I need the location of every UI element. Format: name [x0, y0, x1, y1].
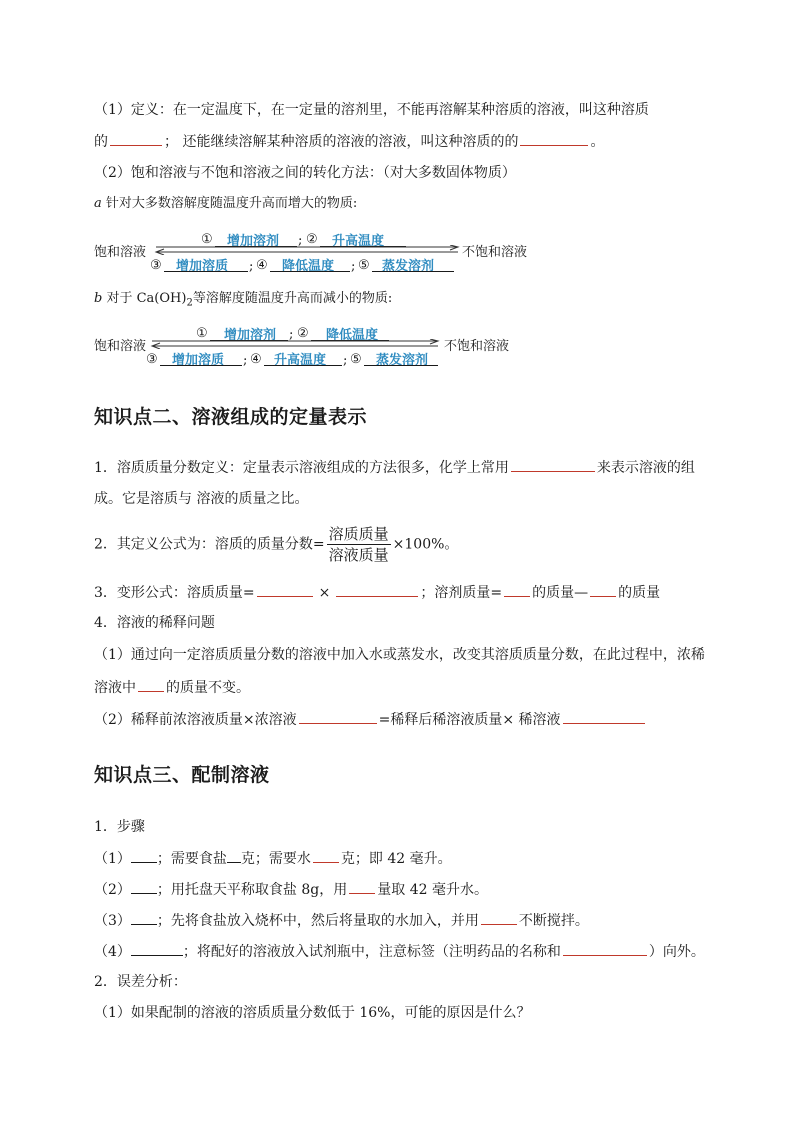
- saturated-solution-blank[interactable]: [110, 131, 162, 146]
- step-2: （2） ；用托盘天平称取食盐 8g，用 量取 42 毫升水。: [94, 879, 488, 900]
- saturated-label: 饱和溶液: [94, 245, 147, 260]
- formula-fraction: $\frac{\text{溶质质量}}{\text{溶液质量}}$: [328, 525, 389, 564]
- dilution-line-1: （1）通过向一定溶质质量分数的溶液中加入水或蒸发水，改变其溶质质量分数，在此过程中，浓稀: [94, 647, 705, 663]
- section-heading-3: 知识点三、配制溶液: [94, 764, 270, 786]
- answer-lower-temperature: 降低温度: [326, 328, 379, 343]
- step-3-blank[interactable]: [131, 910, 157, 925]
- formula-line: 2．其定义公式为：溶质的质量分数= $\frac{\text{溶质质量}}{\text{溶液质量}}$ ×100%。: [94, 525, 459, 564]
- dilution-title: 4．溶液的稀释问题: [94, 615, 215, 631]
- step-2-blank[interactable]: [131, 879, 157, 894]
- solution-blank[interactable]: [504, 582, 530, 597]
- measuring-tool-blank[interactable]: [349, 879, 375, 894]
- step-1: （1） ；需要食盐 克；需要水 克；即 42 毫升。: [94, 848, 452, 869]
- steps-title: 1．步骤: [94, 819, 145, 835]
- answer-raise-temperature: 升高温度: [274, 353, 327, 368]
- answer-add-solvent: 增加溶剂: [227, 234, 280, 249]
- dilute-fraction-blank[interactable]: [563, 709, 645, 724]
- solution-mass-blank[interactable]: [257, 582, 313, 597]
- saturated-label: 饱和溶液: [94, 339, 147, 354]
- answer-add-solute: 增加溶质: [176, 259, 229, 274]
- answer-evaporate-solvent: 蒸发溶剂: [376, 353, 429, 368]
- definition-line-2: 的 ； 还能继续溶解某种溶质的溶液的溶液，叫这种溶质的的 。: [94, 131, 604, 152]
- two-way-arrow: [150, 245, 464, 255]
- step-4-blank[interactable]: [131, 941, 183, 956]
- answer-evaporate-solvent: 蒸发溶剂: [382, 259, 435, 274]
- label-content-blank[interactable]: [563, 941, 647, 956]
- mass-fraction-definition-cont: 成。它是溶质与 溶液的质量之比。: [94, 491, 309, 507]
- stirring-tool-blank[interactable]: [481, 910, 517, 925]
- unsaturated-label: 不饱和溶液: [444, 339, 510, 354]
- salt-grams-blank[interactable]: [227, 848, 241, 863]
- answer-raise-temperature: 升高温度: [332, 234, 385, 249]
- solute-blank[interactable]: [590, 582, 616, 597]
- unchanged-solute-blank[interactable]: [138, 677, 164, 692]
- dilution-line-2: 溶液中 的质量不变。: [94, 677, 250, 698]
- water-grams-blank[interactable]: [313, 848, 339, 863]
- step-1-blank[interactable]: [131, 848, 157, 863]
- mass-fraction-blank-2[interactable]: [336, 582, 418, 597]
- dilution-equation: （2）稀释前浓溶液质量×浓溶液 =稀释后稀溶液质量× 稀溶液: [94, 709, 647, 730]
- case-a-label: a 针对大多数溶解度随温度升高而增大的物质:: [94, 196, 358, 211]
- section-heading-2: 知识点二、溶液组成的定量表示: [94, 406, 368, 428]
- unsaturated-label: 不饱和溶液: [462, 245, 528, 260]
- concentrated-fraction-blank[interactable]: [299, 709, 377, 724]
- derived-formula-line: 3．变形公式：溶质质量= × ；溶剂质量= 的质量— 的质量: [94, 582, 660, 603]
- conversion-diagram-b: 饱和溶液 ① 增加溶剂 ; ② 降低温度 不饱和溶液 ③ 增加溶质 ; ④ 升高温度 ; ⑤ 蒸发溶剂: [94, 326, 510, 368]
- step-3: （3） ；先将食盐放入烧杯中，然后将量取的水加入，并用 不断搅拌。: [94, 910, 589, 931]
- answer-lower-temperature: 降低温度: [282, 259, 335, 274]
- answer-add-solvent: 增加溶剂: [224, 328, 277, 343]
- mass-fraction-definition: 1．溶质质量分数定义：定量表示溶液组成的方法很多，化学上常用 来表示溶液的组: [94, 457, 695, 478]
- step-4: （4） ；将配好的溶液放入试剂瓶中，注意标签（注明药品的名称和 ）向外。: [94, 941, 705, 962]
- mass-fraction-blank[interactable]: [511, 457, 595, 472]
- conversion-diagram-a: 饱和溶液 ① 增加溶剂 ; ② 升高温度 不饱和溶液 ③ 增加溶质 ; ④ 降低温度 ; ⑤ 蒸发溶剂: [94, 232, 528, 274]
- definition-line-1: （1）定义：在一定温度下，在一定量的溶剂里，不能再溶解某种溶质的溶液，叫这种溶质: [94, 102, 649, 118]
- answer-add-solute: 增加溶质: [172, 353, 225, 368]
- error-analysis-title: 2．误差分析：: [94, 974, 187, 990]
- error-analysis-question: （1）如果配制的溶液的溶质质量分数低于 16%，可能的原因是什么？: [94, 1005, 531, 1021]
- unsaturated-solution-blank[interactable]: [520, 131, 588, 146]
- conversion-title: （2）饱和溶液与不饱和溶液之间的转化方法：（对大多数固体物质）: [94, 165, 516, 181]
- two-way-arrow: [146, 339, 444, 349]
- case-b-label: b 对于 $Ca(OH)_2$等溶解度随温度升高而减小的物质:: [94, 291, 393, 309]
